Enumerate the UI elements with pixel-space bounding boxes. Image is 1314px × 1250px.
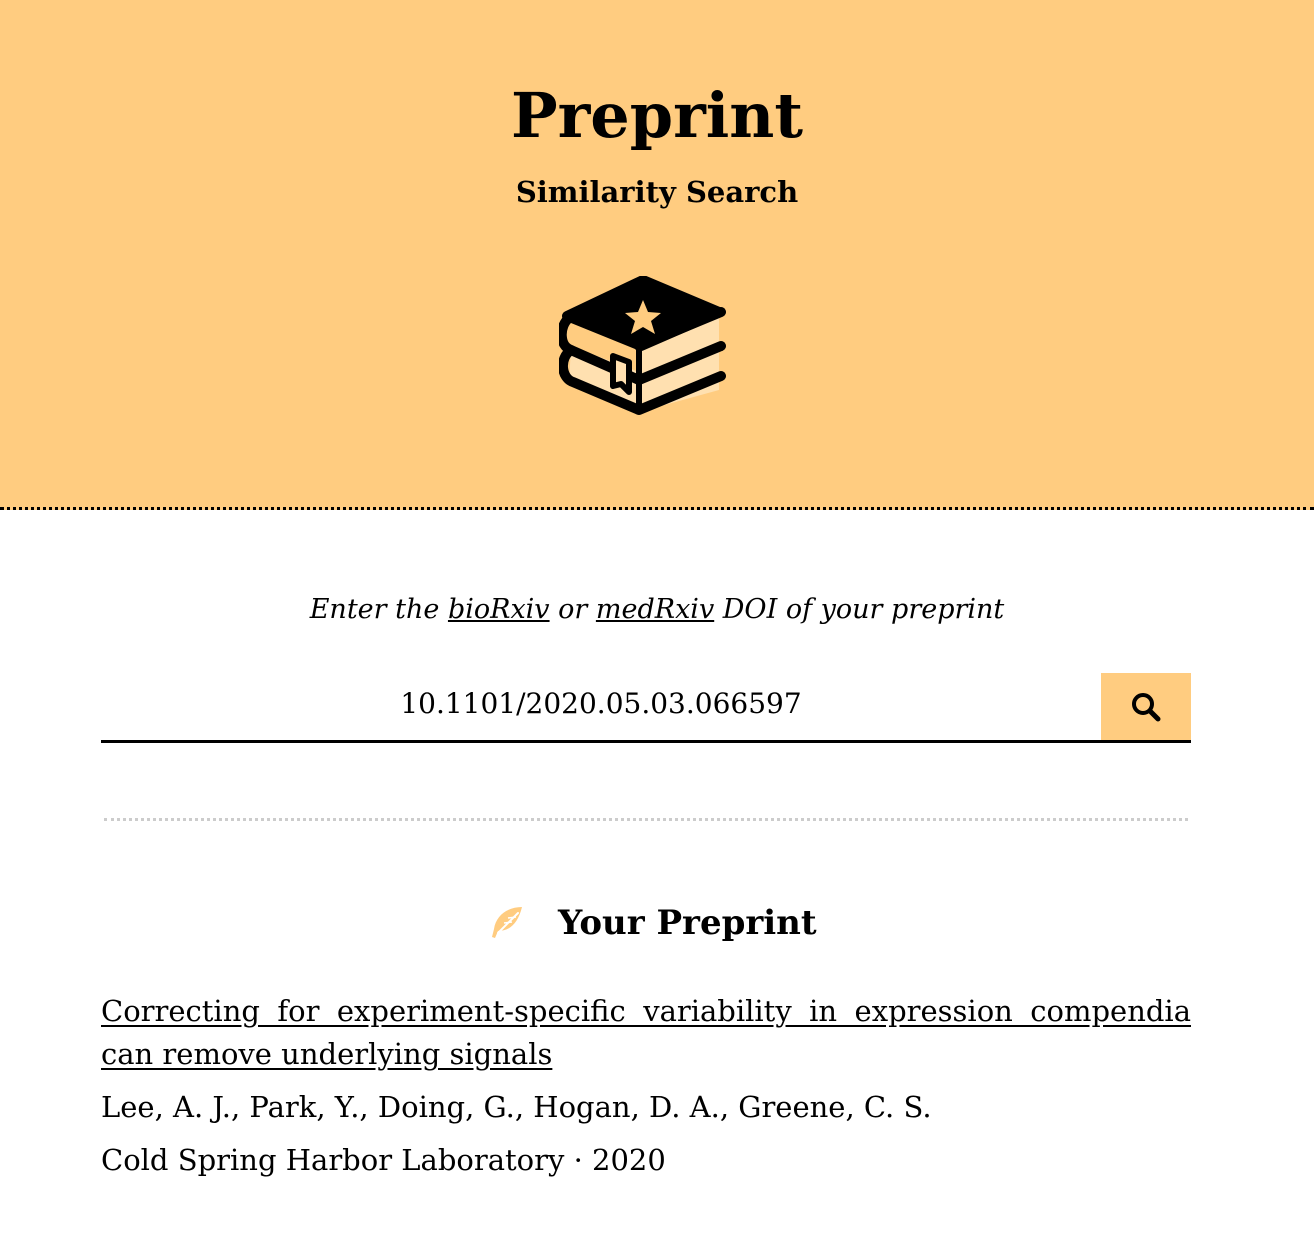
feather-icon bbox=[486, 903, 526, 943]
app-subtitle: Similarity Search bbox=[515, 175, 799, 209]
book-star-icon bbox=[559, 276, 727, 418]
preprint-publisher-year: Cold Spring Harbor Laboratory · 2020 bbox=[101, 1143, 666, 1177]
search-icon bbox=[1130, 691, 1162, 723]
app-title: Preprint bbox=[510, 79, 804, 152]
search-prompt: Enter the bioRxiv or medRxiv DOI of your preprint bbox=[309, 594, 1005, 625]
search-button[interactable] bbox=[1101, 673, 1191, 743]
section-divider bbox=[104, 818, 1188, 821]
page-header bbox=[0, 0, 1314, 510]
preprint-authors: Lee, A. J., Park, Y., Doing, G., Hogan, D. A., Greene, C. S. bbox=[101, 1090, 932, 1124]
medrxiv-link[interactable]: medRxiv bbox=[595, 594, 715, 625]
your-preprint-heading bbox=[486, 898, 817, 948]
biorxiv-link[interactable]: bioRxiv bbox=[447, 594, 550, 625]
preprint-title-link[interactable]: Correcting for experiment-specific variability in expression compendia can remove underlying signals bbox=[101, 994, 1191, 1071]
doi-search-input[interactable] bbox=[101, 673, 1101, 743]
section-title: Your Preprint bbox=[558, 903, 817, 943]
